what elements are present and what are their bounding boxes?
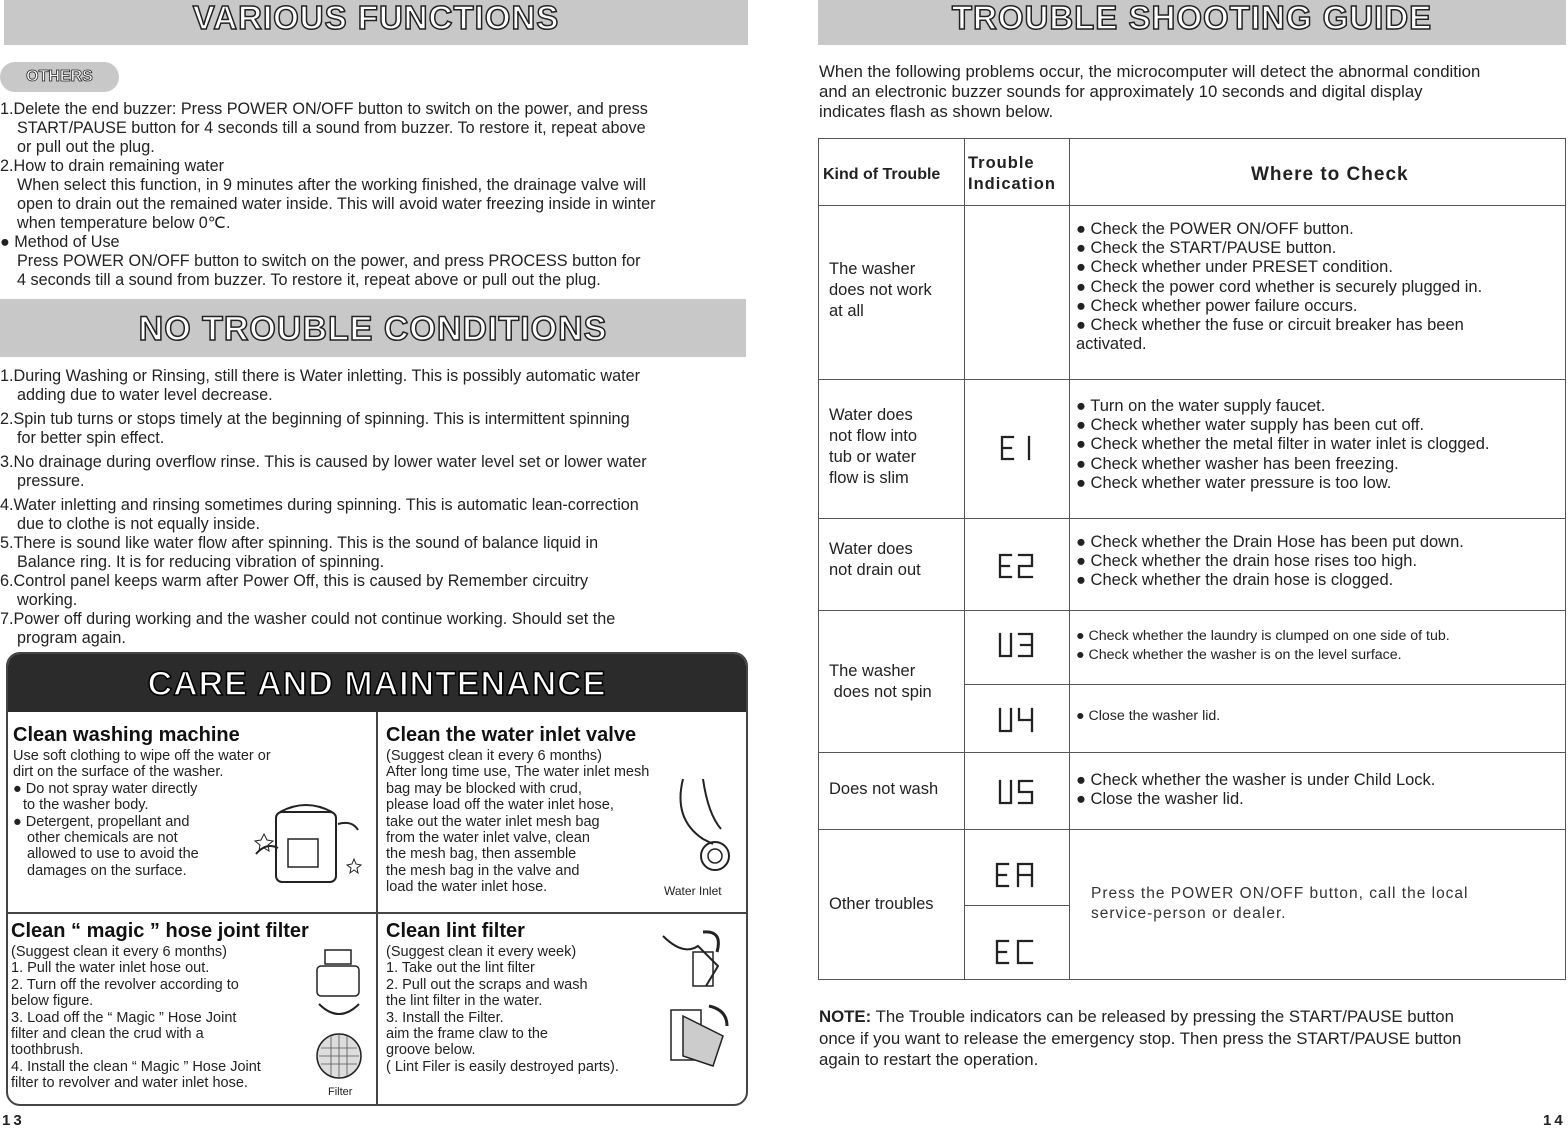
care-maintenance-header: [8, 654, 746, 712]
kind-cell: The washer does not work at all: [829, 260, 932, 320]
note-label: NOTE:: [819, 1007, 872, 1026]
code-u4: [997, 707, 1037, 733]
filter-label: Filter: [328, 1086, 353, 1098]
clean-water-inlet-valve: Clean the water inlet valve (Suggest clean it every 6 months) After long time use, The water inlet mesh bag may be blocked with crud, please load off the water inlet hose, take out the water inlet mesh bag from the water inlet valve, clean the mesh bag, then assemble the mesh bag in the valve and load the water inlet hose.: [386, 724, 650, 896]
list-item: 7.Power off during working and the washer could not continue working. Should set the program again.: [0, 610, 616, 647]
header-kind-of-trouble: Kind of Trouble: [823, 166, 941, 183]
kind-cell: Water does not flow into tub or water flow is slim: [829, 406, 918, 487]
no-trouble-title: NO TROUBLE CONDITIONS: [138, 310, 608, 348]
page-number-right: 14: [1543, 1112, 1566, 1129]
no-trouble-header: [0, 299, 746, 357]
row-divider: [819, 205, 1565, 206]
note-text: NOTE: The Trouble indicators can be released by pressing the START/PAUSE button once if you want to release the emergency stop. Then press the START/PAUSE button again to restart the operation.: [819, 1007, 1462, 1069]
row-divider: [819, 829, 1565, 830]
check-list: ● Check whether the Drain Hose has been put down. ● Check whether the drain hose rises too high. ● Check whether the drain hose is clogged.: [1076, 533, 1464, 590]
row-divider: [819, 518, 1565, 519]
trouble-table: [818, 138, 1566, 980]
list-item: 6.Control panel keeps warm after Power Off, this is caused by Remember circuitry working.: [0, 572, 589, 609]
list-item: 1.During Washing or Rinsing, still there is Water inletting. This is possibly automatic water adding due to water level decrease.: [0, 367, 640, 404]
check-list: ● Check the POWER ON/OFF button. ● Check the START/PAUSE button. ● Check whether under PRESET condition. ● Check the power cord whether is securely plugged in. ● Check whether power failure occurs. ● Check whether the fuse or circuit breaker has been activated.: [1076, 220, 1483, 354]
list-item: 4.Water inletting and rinsing sometimes during spinning. This is automatic lean-correction due to clothe is not equally inside.: [0, 496, 639, 533]
row-divider: [819, 610, 1565, 611]
various-functions-title: VARIOUS FUNCTIONS: [192, 0, 560, 36]
kind-cell: Other troubles: [829, 895, 934, 913]
row-divider: [819, 379, 1565, 380]
trouble-shooting-title: TROUBLE SHOOTING GUIDE: [951, 0, 1433, 36]
various-functions-header: [4, 0, 748, 45]
care-divider-v: [376, 712, 378, 1104]
kind-cell: The washer does not spin: [829, 662, 932, 701]
header-trouble-indication: Trouble Indication: [968, 154, 1056, 193]
check-list: ● Check whether the washer is under Child Lock. ● Close the washer lid.: [1076, 771, 1436, 809]
clean-lint-filter: Clean lint filter (Suggest clean it every week) 1. Take out the lint filter 2. Pull out the scraps and wash the lint filter in the water. 3. Install the Filter. aim the frame claw to the groove below. ( Lint Filer is easily destroyed parts).: [386, 920, 619, 1075]
code-e2: [997, 553, 1037, 579]
washer-cleaning-illustration: [246, 794, 371, 899]
code-ea: [994, 862, 1038, 888]
row-divider: [964, 684, 1565, 685]
page-number-left: 13: [2, 1112, 25, 1129]
care-divider-h: [8, 912, 746, 914]
intro-text: When the following problems occur, the microcomputer will detect the abnormal condition and an electronic buzzer sounds for approximately 10 seconds and digital display indicates flash as shown below.: [819, 62, 1481, 121]
others-badge: OTHERS: [0, 62, 119, 92]
no-trouble-list: [0, 367, 760, 648]
code-e1: [999, 435, 1039, 461]
code-u5: [997, 779, 1037, 805]
code-u3: [997, 632, 1037, 658]
code-ec: [994, 939, 1038, 965]
col-divider: [964, 139, 965, 980]
lint-filter-illustration: [653, 926, 743, 1076]
care-maintenance-title: CARE AND MAINTENANCE: [147, 665, 607, 703]
kind-cell: Water does not drain out: [829, 540, 921, 579]
others-text: 1.Delete the end buzzer: Press POWER ON/OFF button to switch on the power, and press START/PAUSE button for 4 seconds till a sound from buzzer. To restore it, repeat above or pull out the plug. 2.How to drain remaining water When select this function, in 9 minutes after the working finished, the drainage valve will open to drain out the remained water inside. This will avoid water freezing inside in winter when temperature below 0℃. ● Method of Use Press POWER ON/OFF button to switch on the power, and press PROCESS button for 4 seconds till a sound from buzzer. To restore it, repeat above or pull out the plug.: [0, 100, 656, 289]
check-list: ● Turn on the water supply faucet. ● Check whether water supply has been cut off. ● Check whether the metal filter in water inlet is clogged. ● Check whether washer has been freezing. ● Check whether water pressure is too low.: [1076, 397, 1490, 492]
care-maintenance-box: [6, 652, 748, 1106]
col-divider: [1069, 139, 1070, 980]
trouble-shooting-header: [818, 0, 1566, 45]
clean-hose-joint-filter: Clean “ magic ” hose joint filter (Suggest clean it every 6 months) 1. Pull the water inlet hose out. 2. Turn off the revolver according to below figure. 3. Load off the “ Magic ” Hose Joint filter and clean the crud with a toothbrush. 4. Install the clean “ Magic ” Hose Joint filter to revolver and water inlet hose.: [11, 920, 309, 1092]
hose-filter-illustration: [303, 944, 375, 1084]
row-divider: [964, 905, 1070, 906]
list-item: 3.No drainage during overflow rinse. This is caused by lower water level set or lower water pressure.: [0, 453, 647, 490]
header-where-to-check: Where to Check: [1251, 164, 1409, 185]
row-divider: [819, 752, 1565, 753]
list-item: 2.Spin tub turns or stops timely at the beginning of spinning. This is intermittent spinning for better spin effect.: [0, 410, 630, 447]
check-list: ● Check whether the laundry is clumped on one side of tub. ● Check whether the washer is on the level surface.: [1076, 628, 1450, 663]
kind-cell: Does not wash: [829, 780, 939, 798]
list-item: 5.There is sound like water flow after spinning. This is the sound of balance liquid in Balance ring. It is for reducing vibration of spinning.: [0, 534, 599, 571]
check-list: ● Close the washer lid.: [1076, 708, 1221, 724]
other-troubles-instruction: Press the POWER ON/OFF button, call the local service-person or dealer.: [1091, 885, 1469, 922]
water-inlet-label: Water Inlet: [664, 884, 722, 898]
water-inlet-illustration: [663, 774, 743, 884]
clean-washing-machine: Clean washing machine Use soft clothing to wipe off the water or dirt on the surface of the washer. ● Do not spray water directly to the washer body. ● Detergent, propellant and other chemicals are not allowed to use to avoid the damages on the surface.: [13, 724, 271, 879]
